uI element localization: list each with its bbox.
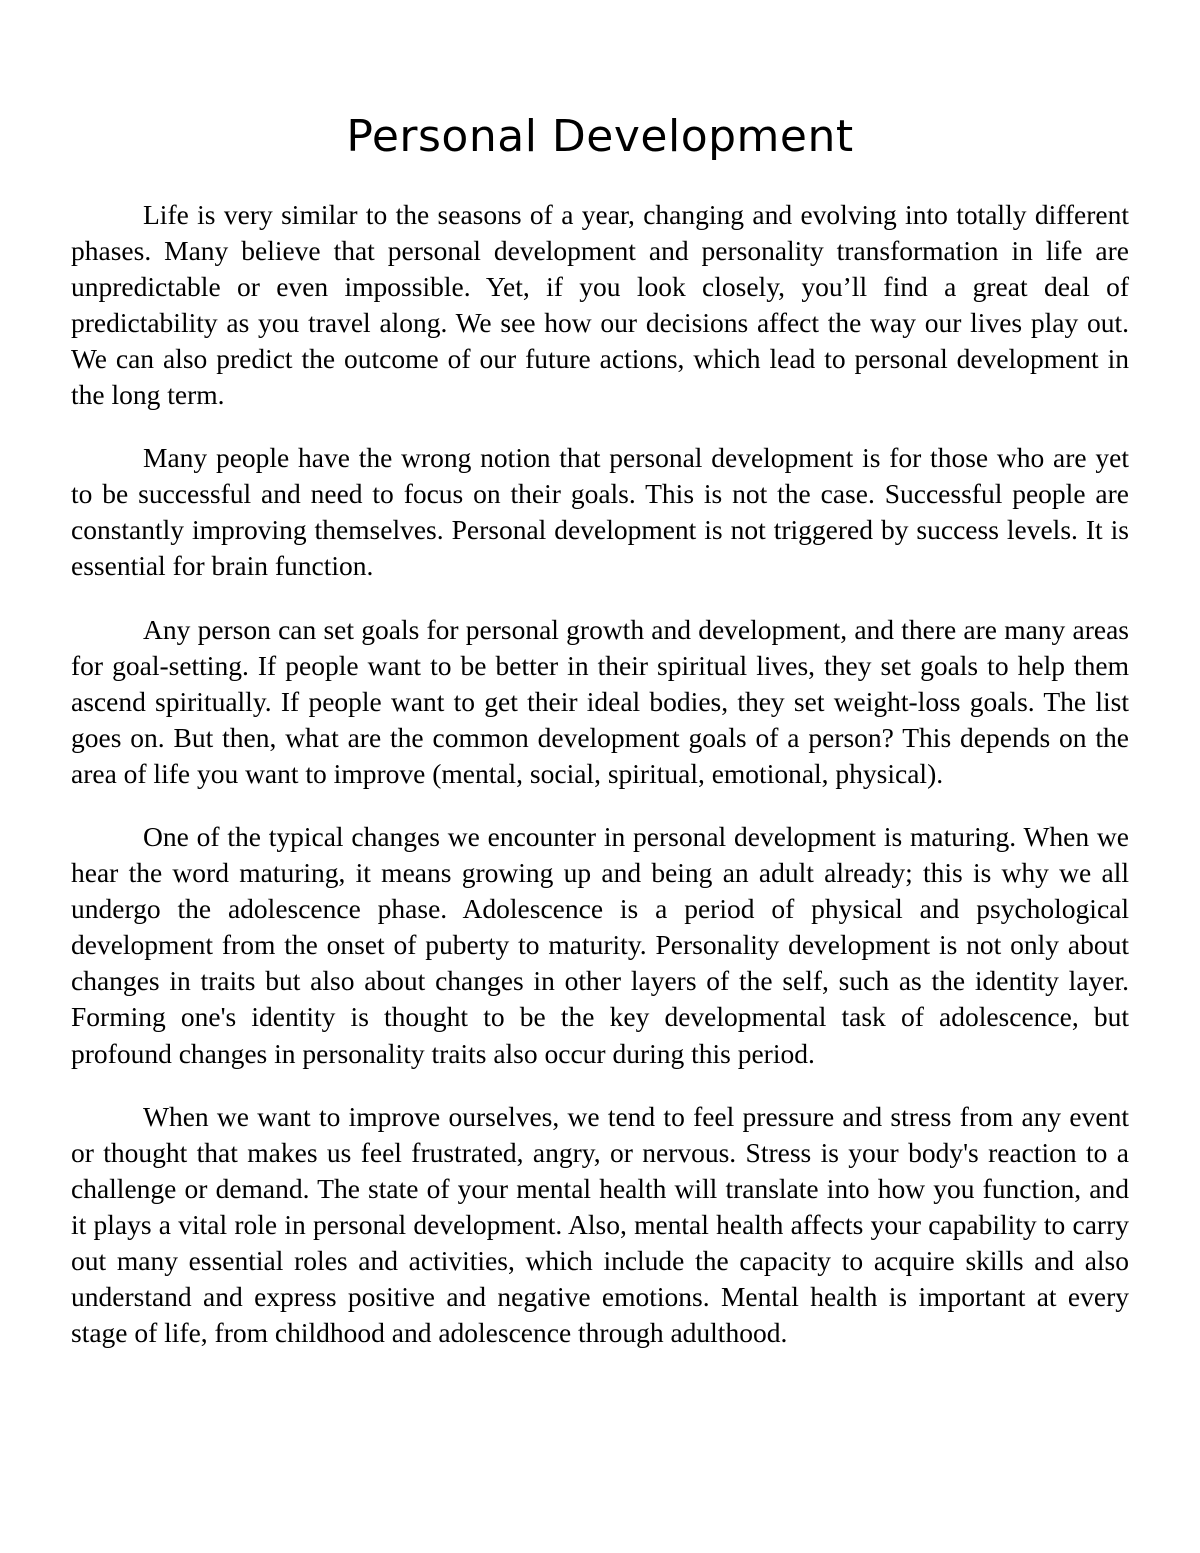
paragraph-3: Any person can set goals for personal growth and development, and there are many areas for goal-setting. If people want to be better in their spiritual lives, they set goals to help them ascend spiritually. If people want to get their ideal bodies, they set weight-loss goals. The list goes on. But then, what are the common development goals of a person? This depends on the area of life you want to improve (mental, social, spiritual, emotional, physical). — [71, 613, 1129, 789]
paragraph-2: Many people have the wrong notion that personal development is for those who are yet to be successful and need to focus on their goals. This is not the case. Successful people are constantly improving themselves. Personal development is not triggered by success levels. It is essential for brain function. — [71, 442, 1129, 582]
paragraph-1: Life is very similar to the seasons of a year, changing and evolving into totally different phases. Many believe that personal development and personality transformation in life are unpredictable or even impossible. Yet, if you look closely, you’ll find a great deal of predictability as you travel along. We see how our decisions affect the way our lives play out. We can also predict the outcome of our future actions, which lead to personal development in the long term. — [71, 198, 1129, 411]
page-title: Personal Development — [346, 111, 854, 162]
paragraph-4: One of the typical changes we encounter in personal development is maturing. When we hear the word maturing, it means growing up and being an adult already; this is why we all undergo the adolescence phase. Adolescence is a period of physical and psychological development from the onset of puberty to maturity. Personality development is not only about changes in traits but also about changes in other layers of the self, such as the identity layer. Forming one's identity is thought to be the key developmental task of adolescence, but profound changes in personality traits also occur during this period. — [71, 821, 1129, 1069]
paragraph-5: When we want to improve ourselves, we tend to feel pressure and stress from any event or thought that makes us feel frustrated, angry, or nervous. Stress is your body's reaction to a challenge or demand. The state of your mental health will translate into how you function, and it plays a vital role in personal development. Also, mental health affects your capability to carry out many essential roles and activities, which include the capacity to acquire skills and also understand and express positive and negative emotions. Mental health is important at every stage of life, from childhood and adolescence through adulthood. — [71, 1100, 1129, 1349]
